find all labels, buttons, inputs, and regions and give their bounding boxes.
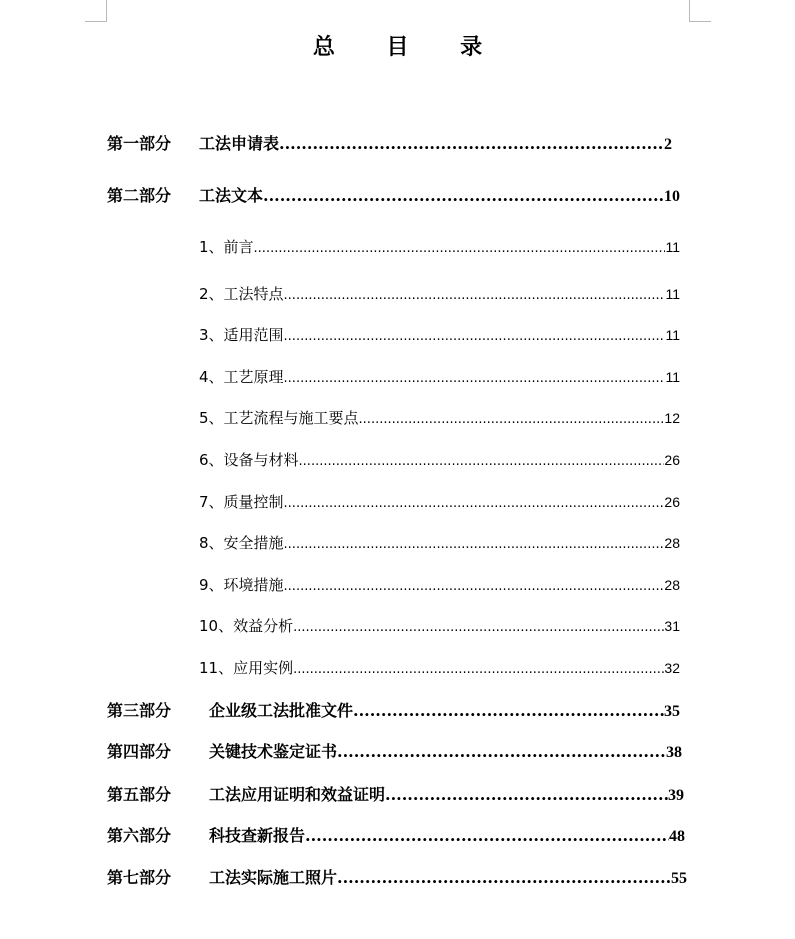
toc-entry-title: 工法申请表: [199, 134, 280, 153]
toc-entry-title: 8、安全措施: [199, 534, 284, 552]
toc-entry-title: 科技查新报告: [209, 826, 306, 845]
toc-leader-dots: [299, 451, 665, 469]
toc-leader-dots: [337, 868, 671, 887]
toc-entry-title: 1、前言: [199, 238, 254, 256]
page-title: 总 目 录: [312, 34, 505, 60]
toc-leader-dots: [284, 326, 666, 344]
toc-page-number: 11: [665, 239, 680, 255]
toc-entry-part-1[interactable]: [107, 131, 672, 154]
toc-entry-part-6[interactable]: [107, 823, 685, 846]
toc-entry-title: 工法实际施工照片: [209, 868, 338, 887]
toc-entry-title: 9、环境措施: [199, 576, 284, 594]
toc-entry-part-3[interactable]: [107, 698, 680, 721]
toc-entry-title: 10、效益分析: [199, 617, 294, 635]
toc-leader-dots: [385, 785, 668, 804]
toc-leader-dots: [279, 134, 664, 153]
toc-page-number: 26: [664, 494, 680, 510]
toc-leader-dots: [337, 742, 666, 761]
toc-part-label: 第四部分: [107, 742, 172, 761]
toc-page-number: 31: [664, 618, 680, 634]
toc-entry-title: 企业级工法批准文件: [209, 701, 354, 720]
crop-mark-top-left: [85, 0, 107, 22]
toc-page-number: 39: [668, 787, 684, 804]
toc-entry-title: 7、质量控制: [199, 493, 284, 511]
crop-mark-top-right: [689, 0, 711, 22]
toc-leader-dots: [293, 659, 664, 677]
toc-entry-section-10[interactable]: [199, 615, 680, 636]
toc-part-label: 第七部分: [107, 868, 172, 887]
toc-part-label: 第五部分: [107, 785, 172, 804]
toc-entry-part-2[interactable]: [107, 183, 680, 206]
toc-leader-dots: [284, 285, 666, 303]
toc-entry-section-5[interactable]: [199, 407, 680, 428]
toc-entry-section-9[interactable]: [199, 574, 680, 595]
toc-entry-section-3[interactable]: [199, 324, 680, 345]
toc-leader-dots: [359, 409, 665, 427]
toc-page-number: 48: [669, 828, 685, 845]
toc-page-number: 11: [665, 286, 680, 302]
toc-leader-dots: [284, 368, 666, 386]
toc-leader-dots: [263, 186, 664, 205]
toc-page-number: 2: [664, 136, 672, 153]
toc-leader-dots: [284, 493, 665, 511]
toc-entry-title: 工法文本: [199, 186, 264, 205]
toc-entry-title: 4、工艺原理: [199, 368, 284, 386]
toc-page-number: 10: [664, 188, 680, 205]
toc-entry-section-4[interactable]: [199, 366, 680, 387]
toc-leader-dots: [284, 534, 665, 552]
toc-entry-section-11[interactable]: [199, 657, 680, 678]
toc-entry-title: 6、设备与材料: [199, 451, 299, 469]
toc-page-number: 12: [664, 410, 680, 426]
toc-entry-title: 2、工法特点: [199, 285, 284, 303]
toc-entry-title: 工法应用证明和效益证明: [209, 785, 386, 804]
toc-leader-dots: [293, 617, 664, 635]
toc-leader-dots: [305, 826, 669, 845]
toc-entry-section-1[interactable]: [199, 236, 680, 257]
toc-part-label: 第三部分: [107, 701, 172, 720]
toc-page-number: 28: [664, 535, 680, 551]
toc-part-label: 第六部分: [107, 826, 172, 845]
toc-page-number: 28: [664, 577, 680, 593]
toc-leader-dots: [254, 238, 666, 256]
toc-page-number: 35: [664, 703, 680, 720]
toc-page-number: 11: [665, 327, 680, 343]
toc-leader-dots: [284, 576, 665, 594]
toc-entry-section-2[interactable]: [199, 283, 680, 304]
toc-entry-title: 11、应用实例: [199, 659, 294, 677]
toc-entry-part-7[interactable]: [107, 865, 687, 888]
toc-entry-title: 3、适用范围: [199, 326, 284, 344]
toc-page-number: 32: [664, 660, 680, 676]
toc-entry-section-8[interactable]: [199, 532, 680, 553]
toc-page-number: 55: [671, 870, 687, 887]
toc-entry-part-5[interactable]: [107, 782, 684, 805]
toc-part-label: 第二部分: [107, 186, 172, 205]
toc-page-number: 38: [666, 744, 682, 761]
toc-entry-title: 5、工艺流程与施工要点: [199, 409, 359, 427]
toc-leader-dots: [353, 701, 664, 720]
toc-part-label: 第一部分: [107, 134, 172, 153]
toc-page-number: 11: [665, 369, 680, 385]
toc-entry-section-6[interactable]: [199, 449, 680, 470]
toc-page-number: 26: [664, 452, 680, 468]
toc-entry-title: 关键技术鉴定证书: [209, 742, 338, 761]
toc-entry-part-4[interactable]: [107, 739, 682, 762]
toc-entry-section-7[interactable]: [199, 491, 680, 512]
